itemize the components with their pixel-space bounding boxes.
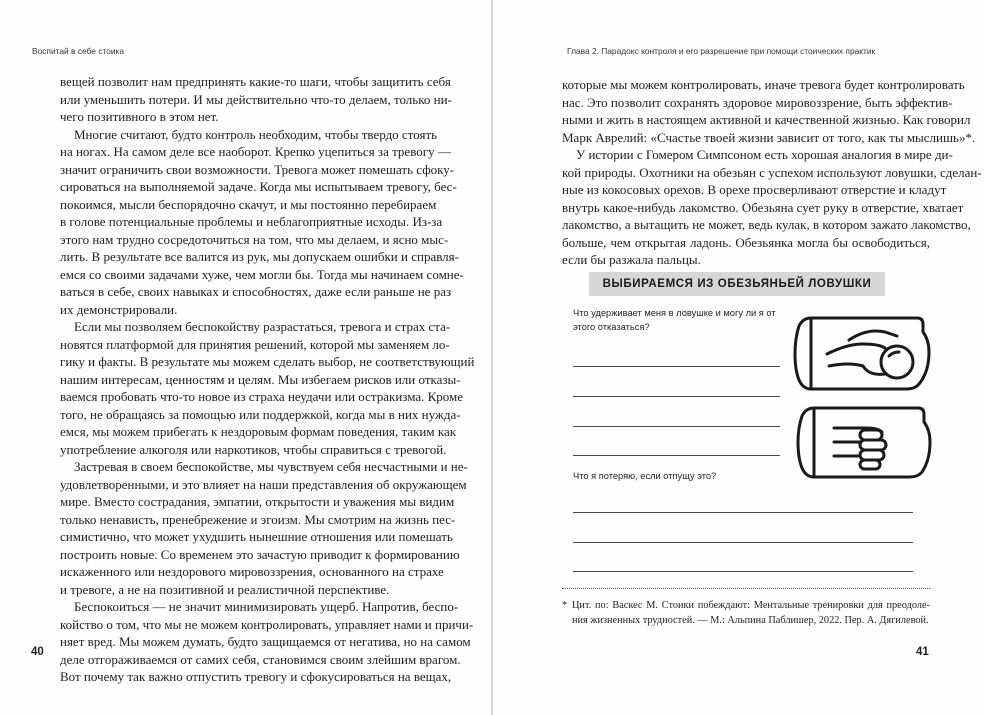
jar-fist-icon [794, 402, 935, 482]
text-line: Беспокоиться — не значит минимизировать ущерб. Напротив, беспо- [74, 599, 459, 614]
text-line: ваемся пробовать что-то новое из страха неудачи или остракизма. Кроме [60, 389, 464, 404]
text-line: которые мы можем контролировать, иначе тревога будет контролировать [562, 77, 965, 92]
jar-open-hand-icon [789, 310, 934, 395]
text-line: только ненависть, пренебрежение и эгоизм. Мы смотрим на жизнь пес- [60, 511, 456, 527]
text-line: искаженного или нездорового мировоззрения, основанного на страхе [60, 564, 444, 579]
footnote-text-1: Цит. по: Васкес М. Стоики побеждают: Ментальные тренировки для преодоле- [572, 600, 930, 611]
answer-line [573, 366, 780, 367]
text-line: на ногах. На самом деле все наоборот. Крепко уцепиться за тревогу — [60, 144, 451, 159]
text-line: Застревая в своем беспокойстве, мы чувствуем себя несчастными и не- [74, 459, 468, 474]
answer-line [573, 455, 780, 456]
right-page [493, 0, 984, 715]
text-line: того, не обращаясь за помощью или поддержкой, когда мы в них нужда- [60, 406, 461, 422]
text-line: лакомство, а вытащить не может, ведь кулак, в котором зажато лакомство, [562, 217, 971, 232]
right-page-number: 41 [916, 646, 929, 658]
text-line: или уменьшить потери. И мы действительно что-то делаем, только ни- [60, 91, 452, 107]
text-line: их демонстрировали. [60, 301, 178, 317]
text-line: и тревоге, а не на позитивной и реалистичной перспективе. [60, 581, 390, 597]
text-line: няет вред. Мы можем думать, будто защищаемся от негатива, но на самом [60, 634, 471, 649]
footnote-mark: * [562, 600, 568, 611]
footnote-line-1 [562, 598, 930, 613]
answer-line [573, 542, 913, 543]
text-line: удовлетворенными, и это влияет на наши представления об окружающем [60, 476, 467, 492]
text-line: ваться в себе, своих навыках и способностях, даже если раньше не раз [60, 284, 452, 299]
text-line: употребление алкоголя или наркотиков, чтобы справиться с тревогой. [60, 441, 447, 457]
answer-line [573, 512, 913, 513]
exercise-question-1: Что удерживает меня в ловушке и могу ли я от этого отказаться? [573, 308, 776, 332]
text-line: Если мы позволяем беспокойству разрастаться, тревога и страх ста- [74, 319, 451, 334]
text-line: нашим интересам, ценностям и целям. Мы избегаем рисков или отказы- [60, 371, 461, 387]
exercise-question-2: Что я потеряю, если отпущу это? [573, 471, 717, 481]
text-line: в голове потенциальные проблемы и неблагоприятные исходы. Из-за [60, 214, 443, 229]
text-line: больше, чем открытая ладонь. Обезьянка могла бы освободиться, [562, 234, 930, 250]
answer-line [573, 426, 780, 427]
text-line: нас. Это позволит сохранять здоровое мировоззрение, быть эффектив- [562, 94, 953, 110]
right-running-head: Глава 2. Парадокс контроля и его разрешение при помощи стоических практик [567, 46, 876, 56]
text-line: симистично, что может ухудшить нынешние отношения или помешать [60, 529, 453, 544]
text-line: построить новые. Со временем это зачастую приводит к формированию [60, 546, 460, 562]
exercise-title: ВЫБИРАЕМСЯ ИЗ ОБЕЗЬЯНЬЕЙ ЛОВУШКИ [589, 272, 885, 296]
left-page-number: 40 [31, 646, 44, 658]
text-line: Многие считают, будто контроль необходим, чтобы твердо стоять [74, 126, 438, 142]
text-line: У истории с Гомером Симпсоном есть хорошая аналогия в мире ди- [576, 147, 953, 162]
text-line: гику и факты. В результате мы можем сделать выбор, не соответствующий [60, 354, 475, 369]
text-line: новятся платформой для принятия решений, которой мы заменяем ло- [60, 336, 450, 352]
right-body-text [562, 76, 982, 269]
footnote-line-2: ния жизненных трудностей. — М.: Альпина Паблишер, 2022. Пер. А. Дягилевой. [572, 615, 929, 626]
text-line: кой природы. Охотники на обезьян с успехом используют ловушки, сделан- [562, 164, 982, 180]
text-line: покоимся, мысли беспорядочно скачут, и мы постоянно перебираем [60, 196, 437, 212]
text-line: емся, мы можем прибегать к нездоровым формам поведения, таким как [60, 424, 457, 439]
answer-line [573, 571, 913, 572]
text-line: вещей позволит нам предпринять какие-то шаги, чтобы защитить себя [60, 74, 451, 89]
text-line: чего позитивного в этом нет. [60, 109, 219, 124]
text-line: емся со своими задачами хуже, чем могли бы. Тогда мы начинаем сомне- [60, 266, 464, 282]
text-line: Вот почему так важно отпустить тревогу и сфокусироваться на вещах, [60, 669, 452, 684]
text-line: значит ограничить свои возможности. Тревога может помешать сфоку- [60, 161, 455, 177]
text-line: если бы разжала пальцы. [562, 252, 701, 267]
footnote-separator [562, 588, 930, 589]
text-line: сироваться на выполняемой задаче. Когда мы испытываем тревогу, бес- [60, 179, 457, 194]
text-line: койство о том, что мы не можем контролировать, управляет нами и причи- [60, 616, 474, 632]
text-line: ные из кокосовых орехов. В орехе просверливают отверстие и кладут [562, 182, 947, 197]
text-line: мире. Вместо сострадания, эмпатии, открытости и уважения мы видим [60, 494, 455, 509]
answer-line [573, 396, 780, 397]
left-running-head: Воспитай в себе стоика [32, 46, 125, 56]
text-line: этого нам трудно сосредоточиться на том, что мы делаем, и ясно мыс- [60, 231, 449, 247]
text-line: Марк Аврелий: «Счастье твоей жизни зависит от того, как ты мыслишь»*. [562, 129, 976, 145]
footnote [562, 598, 930, 628]
text-line: деле отгораживаемся от самих себя, становимся своим злейшим врагом. [60, 651, 461, 667]
left-body-text [60, 73, 475, 686]
text-line: лить. В результате все валится из рук, мы допускаем ошибки и справля- [60, 249, 459, 264]
text-line: внутрь какое-нибудь лакомство. Обезьяна сует руку в отверстие, хватает [562, 199, 964, 215]
text-line: ными и жить в настоящем активной и качественной жизнью. Как говорил [562, 112, 971, 127]
